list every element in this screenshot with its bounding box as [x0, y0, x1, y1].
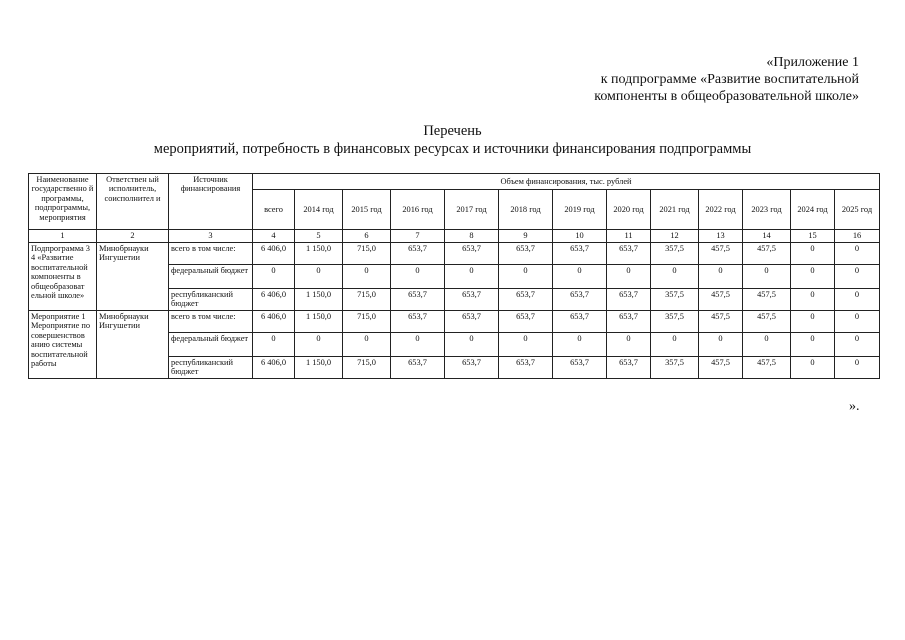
value-year: 715,0 [343, 289, 391, 311]
column-number: 2 [97, 230, 169, 243]
funding-source: республиканский бюджет [169, 357, 253, 379]
value-year: 715,0 [343, 243, 391, 265]
value-year: 357,5 [651, 243, 699, 265]
appendix-line-2: к подпрограмме «Развитие воспитательной [600, 72, 859, 87]
value-year: 653,7 [553, 243, 607, 265]
value-year: 457,5 [743, 311, 791, 333]
value-total: 0 [253, 333, 295, 357]
value-year: 457,5 [743, 357, 791, 379]
value-year: 653,7 [445, 243, 499, 265]
value-year: 0 [699, 265, 743, 289]
value-year: 0 [651, 333, 699, 357]
value-year: 0 [607, 333, 651, 357]
value-year: 653,7 [391, 311, 445, 333]
value-year: 357,5 [651, 357, 699, 379]
value-year: 0 [835, 243, 880, 265]
table-row [29, 311, 880, 333]
value-year: 715,0 [343, 311, 391, 333]
value-year: 653,7 [445, 357, 499, 379]
value-year: 0 [835, 265, 880, 289]
value-year: 653,7 [391, 357, 445, 379]
value-year: 0 [791, 265, 835, 289]
appendix-line-1: «Приложение 1 [766, 55, 859, 70]
measure-executor: Минобрнауки Ингушетии [97, 243, 169, 311]
document-title [0, 122, 905, 158]
header-year: 2019 год [553, 190, 607, 230]
funding-source: федеральный бюджет [169, 265, 253, 289]
column-number: 5 [295, 230, 343, 243]
value-year: 653,7 [553, 357, 607, 379]
value-year: 715,0 [343, 357, 391, 379]
appendix-line-3: компоненты в общеобразовательной школе» [594, 89, 859, 104]
funding-source: федеральный бюджет [169, 333, 253, 357]
header-year: 2016 год [391, 190, 445, 230]
value-year: 0 [607, 265, 651, 289]
funding-source: всего в том числе: [169, 311, 253, 333]
value-year: 0 [499, 265, 553, 289]
header-source: Источник финансирования [169, 174, 253, 230]
value-year: 457,5 [699, 311, 743, 333]
column-number: 11 [607, 230, 651, 243]
column-number: 15 [791, 230, 835, 243]
column-number: 6 [343, 230, 391, 243]
column-number: 3 [169, 230, 253, 243]
column-number: 7 [391, 230, 445, 243]
header-year: 2022 год [699, 190, 743, 230]
value-year: 653,7 [607, 357, 651, 379]
value-total: 6 406,0 [253, 311, 295, 333]
title-line-2: мероприятий, потребность в финансовых ресурсах и источники финансирования подпрограммы [153, 141, 752, 157]
value-year: 1 150,0 [295, 357, 343, 379]
header-year: 2023 год [743, 190, 791, 230]
header-year: 2018 год [499, 190, 553, 230]
title-line-1: Перечень [423, 123, 482, 139]
value-year: 0 [391, 265, 445, 289]
column-number: 16 [835, 230, 880, 243]
value-year: 0 [791, 311, 835, 333]
value-year: 653,7 [445, 289, 499, 311]
value-year: 0 [791, 333, 835, 357]
column-number: 1 [29, 230, 97, 243]
value-year: 0 [791, 243, 835, 265]
value-total: 6 406,0 [253, 357, 295, 379]
value-year: 457,5 [743, 243, 791, 265]
header-name: Наименование государственно й программы, подпрограммы, мероприятия [29, 174, 97, 230]
value-year: 0 [835, 357, 880, 379]
value-year: 1 150,0 [295, 311, 343, 333]
header-executor: Ответствен ый исполнитель, соисполнител и [97, 174, 169, 230]
value-year: 653,7 [607, 289, 651, 311]
value-year: 0 [445, 265, 499, 289]
value-year: 457,5 [699, 289, 743, 311]
value-year: 653,7 [445, 311, 499, 333]
header-year: 2015 год [343, 190, 391, 230]
measure-name: Мероприятие 1 Мероприятие по совершенствов анию системы воспитательной работы [29, 311, 97, 379]
value-year: 457,5 [699, 357, 743, 379]
value-year: 357,5 [651, 311, 699, 333]
value-year: 457,5 [743, 289, 791, 311]
value-year: 0 [699, 333, 743, 357]
value-year: 653,7 [499, 289, 553, 311]
value-year: 457,5 [699, 243, 743, 265]
value-year: 653,7 [391, 243, 445, 265]
column-number: 10 [553, 230, 607, 243]
value-year: 0 [553, 333, 607, 357]
value-total: 6 406,0 [253, 289, 295, 311]
value-year: 357,5 [651, 289, 699, 311]
value-year: 0 [835, 289, 880, 311]
value-year: 0 [343, 265, 391, 289]
value-year: 1 150,0 [295, 289, 343, 311]
value-year: 0 [791, 357, 835, 379]
value-year: 0 [835, 333, 880, 357]
value-year: 653,7 [391, 289, 445, 311]
financing-table [28, 173, 880, 379]
header-year: 2020 год [607, 190, 651, 230]
header-year: 2017 год [445, 190, 499, 230]
header-year: 2024 год [791, 190, 835, 230]
value-year: 0 [835, 311, 880, 333]
value-year: 0 [743, 265, 791, 289]
header-year: 2014 год [295, 190, 343, 230]
closing-quote: ». [849, 399, 860, 414]
value-year: 0 [445, 333, 499, 357]
header-total: всего [253, 190, 295, 230]
measure-executor: Минобрнауки Ингушетии [97, 311, 169, 379]
value-year: 653,7 [499, 311, 553, 333]
appendix-header [559, 54, 859, 105]
value-year: 0 [391, 333, 445, 357]
column-number: 14 [743, 230, 791, 243]
header-year: 2025 год [835, 190, 880, 230]
column-number: 13 [699, 230, 743, 243]
value-year: 0 [651, 265, 699, 289]
value-total: 0 [253, 265, 295, 289]
value-year: 0 [295, 265, 343, 289]
funding-source: всего в том числе: [169, 243, 253, 265]
value-year: 0 [343, 333, 391, 357]
value-year: 1 150,0 [295, 243, 343, 265]
measure-name: Подпрограмма 3 4 «Развитие воспитательной компоненты в общеобразоват ельной школе» [29, 243, 97, 311]
value-year: 653,7 [553, 289, 607, 311]
value-year: 0 [553, 265, 607, 289]
column-number: 9 [499, 230, 553, 243]
value-year: 653,7 [499, 243, 553, 265]
column-number: 12 [651, 230, 699, 243]
header-year: 2021 год [651, 190, 699, 230]
value-year: 653,7 [499, 357, 553, 379]
header-volume: Объем финансирования, тыс. рублей [253, 174, 880, 190]
funding-source: республиканский бюджет [169, 289, 253, 311]
table-row [29, 243, 880, 265]
value-year: 653,7 [607, 311, 651, 333]
value-year: 653,7 [553, 311, 607, 333]
column-number: 8 [445, 230, 499, 243]
value-year: 0 [791, 289, 835, 311]
column-number: 4 [253, 230, 295, 243]
value-year: 0 [295, 333, 343, 357]
value-year: 0 [499, 333, 553, 357]
value-total: 6 406,0 [253, 243, 295, 265]
value-year: 653,7 [607, 243, 651, 265]
value-year: 0 [743, 333, 791, 357]
